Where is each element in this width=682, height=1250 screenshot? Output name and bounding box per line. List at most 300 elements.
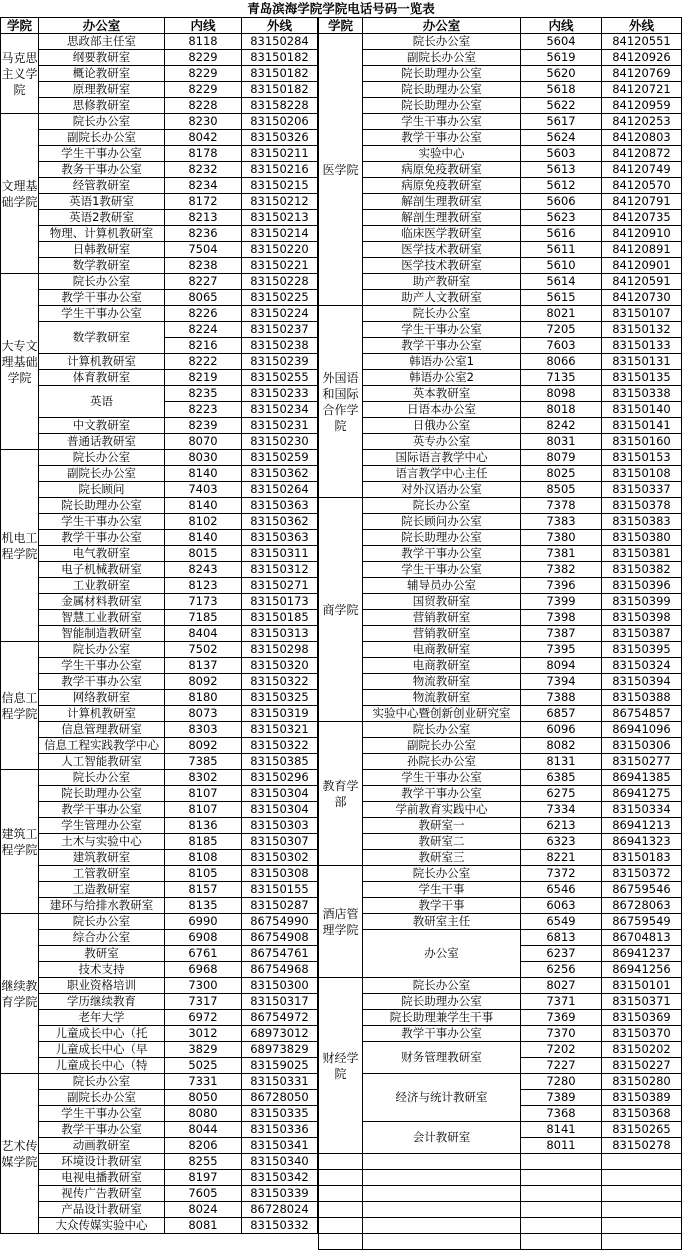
internal-number: 7202 [521, 1042, 602, 1058]
internal-number: 7383 [521, 514, 602, 530]
office-name: 院长助理兼学生干事 [363, 1010, 521, 1026]
external-number: 83150153 [602, 450, 682, 466]
table-row [319, 978, 682, 994]
external-number: 68973012 [242, 1026, 318, 1042]
office-name: 院长办公室 [363, 306, 521, 322]
internal-header: 内线 [521, 18, 602, 34]
table-row [1, 162, 318, 178]
internal-number: 6063 [521, 898, 602, 914]
external-number: 84120901 [602, 258, 682, 274]
external-number: 83150160 [602, 434, 682, 450]
internal-number: 6972 [165, 1010, 242, 1026]
internal-number: 8073 [165, 706, 242, 722]
table-row [1, 1138, 318, 1154]
table-row [1, 1090, 318, 1106]
office-name: 助产教研室 [363, 274, 521, 290]
table-row [319, 994, 682, 1010]
table-row [319, 450, 682, 466]
external-number: 83150335 [242, 1106, 318, 1122]
office-name: 学生干事办公室 [39, 306, 165, 322]
internal-number: 7135 [521, 370, 602, 386]
internal-number: 7371 [521, 994, 602, 1010]
office-name: 院长办公室 [39, 450, 165, 466]
external-number: 83150369 [602, 1010, 682, 1026]
internal-number: 7334 [521, 802, 602, 818]
internal-number: 7173 [165, 594, 242, 610]
internal-number: 6813 [521, 930, 602, 946]
table-row [1, 722, 318, 738]
internal-number: 5617 [521, 114, 602, 130]
external-number: 83150132 [602, 322, 682, 338]
office-name: 日俄办公室 [363, 418, 521, 434]
internal-number: 5614 [521, 274, 602, 290]
internal-number: 5622 [521, 98, 602, 114]
internal-number: 3829 [165, 1042, 242, 1058]
external-number: 83150385 [242, 754, 318, 770]
external-number: 83150341 [242, 1138, 318, 1154]
table-row [319, 562, 682, 578]
college-name: 继续教育学院 [1, 914, 39, 1074]
external-number: 86728024 [242, 1202, 318, 1218]
office-name: 院长办公室 [39, 114, 165, 130]
internal-number: 8021 [521, 306, 602, 322]
external-number: 83150131 [602, 354, 682, 370]
internal-number: 8229 [165, 66, 242, 82]
table-row [319, 722, 682, 738]
internal-number: 7368 [521, 1106, 602, 1122]
table-row [319, 626, 682, 642]
table-row [1, 466, 318, 482]
internal-number: 5619 [521, 50, 602, 66]
internal-number: 8123 [165, 578, 242, 594]
office-name: 医学技术教研室 [363, 242, 521, 258]
internal-number: 6275 [521, 786, 602, 802]
external-number: 83150284 [242, 34, 318, 50]
internal-number: 6096 [521, 722, 602, 738]
table-row [319, 146, 682, 162]
external-number: 84120570 [602, 178, 682, 194]
office-name: 孙院长办公室 [363, 754, 521, 770]
internal-number: 7398 [521, 610, 602, 626]
college-name: 教育学部 [319, 722, 363, 866]
office-name: 英专办公室 [363, 434, 521, 450]
office-name: 教学干事办公室 [363, 1026, 521, 1042]
external-number: 83150277 [602, 754, 682, 770]
table-row [1, 1042, 318, 1058]
external-number: 83150230 [242, 434, 318, 450]
office-name: 韩语办公室2 [363, 370, 521, 386]
office-name: 电视电播教研室 [39, 1170, 165, 1186]
office-name: 英本教研室 [363, 386, 521, 402]
office-name: 院长办公室 [39, 274, 165, 290]
external-number: 86759546 [602, 882, 682, 898]
table-row [1, 322, 318, 338]
blank-row [319, 1218, 682, 1234]
external-number: 83150214 [242, 226, 318, 242]
blank-cell [521, 1154, 602, 1170]
blank-cell [363, 1234, 521, 1250]
office-name: 信息工程实践教学中心 [39, 738, 165, 754]
office-name: 学生干事办公室 [39, 514, 165, 530]
office-name: 计算机教研室 [39, 706, 165, 722]
table-row [1, 258, 318, 274]
external-number: 83150304 [242, 802, 318, 818]
blank-cell [319, 1202, 363, 1218]
external-number: 83150319 [242, 706, 318, 722]
internal-number: 7205 [521, 322, 602, 338]
table-row [319, 850, 682, 866]
office-name: 院长办公室 [363, 722, 521, 738]
internal-number: 8238 [165, 258, 242, 274]
internal-number: 8180 [165, 690, 242, 706]
external-number: 86728050 [242, 1090, 318, 1106]
office-name: 学生干事办公室 [363, 562, 521, 578]
office-name: 对外汉语办公室 [363, 482, 521, 498]
table-row [319, 354, 682, 370]
external-number: 83150306 [602, 738, 682, 754]
table-row [1, 530, 318, 546]
table-row [319, 66, 682, 82]
external-number: 83150211 [242, 146, 318, 162]
internal-number: 5623 [521, 210, 602, 226]
office-name: 工业教研室 [39, 578, 165, 594]
table-row [1, 82, 318, 98]
external-number: 83150326 [242, 130, 318, 146]
internal-number: 8226 [165, 306, 242, 322]
internal-number: 5612 [521, 178, 602, 194]
internal-number: 8227 [165, 274, 242, 290]
table-row [1, 482, 318, 498]
office-name: 学生干事办公室 [363, 114, 521, 130]
blank-row [319, 1170, 682, 1186]
external-number: 83150264 [242, 482, 318, 498]
office-name: 日韩教研室 [39, 242, 165, 258]
internal-number: 7396 [521, 578, 602, 594]
office-name: 院长助理办公室 [363, 530, 521, 546]
external-number: 83150183 [602, 850, 682, 866]
office-name: 院长助理办公室 [39, 786, 165, 802]
table-row [1, 786, 318, 802]
college-name: 文理基础学院 [1, 114, 39, 274]
page-title: 青岛滨海学院学院电话号码一览表 [247, 1, 435, 16]
office-name: 教学干事办公室 [39, 290, 165, 306]
external-number: 83150238 [242, 338, 318, 354]
table-row [1, 1170, 318, 1186]
office-name: 辅导员办公室 [363, 578, 521, 594]
external-number: 86941323 [602, 834, 682, 850]
internal-number: 7603 [521, 338, 602, 354]
office-name: 儿童成长中心（托 [39, 1026, 165, 1042]
table-row [319, 674, 682, 690]
external-number: 83150396 [602, 578, 682, 594]
internal-number: 8228 [165, 98, 242, 114]
blank-cell [521, 1234, 602, 1250]
internal-number: 7300 [165, 978, 242, 994]
internal-number: 7605 [165, 1186, 242, 1202]
internal-number: 8140 [165, 530, 242, 546]
table-row [319, 658, 682, 674]
external-number: 83159025 [242, 1058, 318, 1074]
internal-number: 8157 [165, 882, 242, 898]
table-row [1, 1218, 318, 1234]
office-name: 电子机械教研室 [39, 562, 165, 578]
office-name: 院长办公室 [39, 642, 165, 658]
internal-number: 8229 [165, 50, 242, 66]
directory-table-left [0, 17, 318, 1234]
office-name: 院长办公室 [363, 34, 521, 50]
external-number: 83158228 [242, 98, 318, 114]
internal-number: 7403 [165, 482, 242, 498]
office-name: 信息管理教研室 [39, 722, 165, 738]
external-number: 83150182 [242, 50, 318, 66]
external-number: 83150237 [242, 322, 318, 338]
external-number: 83150173 [242, 594, 318, 610]
office-name: 智慧工业教研室 [39, 610, 165, 626]
internal-number: 8108 [165, 850, 242, 866]
internal-number: 8042 [165, 130, 242, 146]
office-name: 学前教育实践中心 [363, 802, 521, 818]
internal-number: 7227 [521, 1058, 602, 1074]
internal-number: 8050 [165, 1090, 242, 1106]
internal-number: 8105 [165, 866, 242, 882]
internal-number: 8094 [521, 658, 602, 674]
external-number: 83150224 [242, 306, 318, 322]
table-row [1, 34, 318, 50]
external-number: 83150221 [242, 258, 318, 274]
table-row [1, 514, 318, 530]
external-number: 84120735 [602, 210, 682, 226]
table-row [319, 738, 682, 754]
external-number: 83150312 [242, 562, 318, 578]
internal-number: 8185 [165, 834, 242, 850]
office-name: 环境设计教研室 [39, 1154, 165, 1170]
college-name: 酒店管理学院 [319, 866, 363, 978]
table-row [1, 178, 318, 194]
table-row [319, 194, 682, 210]
office-name: 教研室 [39, 946, 165, 962]
external-number: 83150298 [242, 642, 318, 658]
table-row [1, 418, 318, 434]
table-row [1, 1074, 318, 1090]
table-row [319, 1042, 682, 1058]
internal-number: 7502 [165, 642, 242, 658]
external-number: 83150362 [242, 466, 318, 482]
college-name: 大专文理基础学院 [1, 274, 39, 450]
external-number: 83150213 [242, 210, 318, 226]
internal-number: 8137 [165, 658, 242, 674]
internal-number: 5620 [521, 66, 602, 82]
table-row [1, 210, 318, 226]
office-name: 国贸教研室 [363, 594, 521, 610]
table-row [1, 658, 318, 674]
external-number: 83150399 [602, 594, 682, 610]
office-name: 学生管理办公室 [39, 818, 165, 834]
internal-number: 8303 [165, 722, 242, 738]
college-name: 商学院 [319, 498, 363, 722]
external-number: 83150220 [242, 242, 318, 258]
table-row [319, 594, 682, 610]
office-name: 工造教研室 [39, 882, 165, 898]
internal-number: 5616 [521, 226, 602, 242]
external-number: 83150320 [242, 658, 318, 674]
college-name: 信息工程学院 [1, 642, 39, 770]
external-number: 84120891 [602, 242, 682, 258]
office-name: 纲要教研室 [39, 50, 165, 66]
internal-number: 5611 [521, 242, 602, 258]
external-number: 83150107 [602, 306, 682, 322]
external-number: 83150308 [242, 866, 318, 882]
internal-number: 7394 [521, 674, 602, 690]
external-number: 83150336 [242, 1122, 318, 1138]
table-row [319, 642, 682, 658]
table-row [1, 834, 318, 850]
table-row [1, 290, 318, 306]
internal-number: 8242 [521, 418, 602, 434]
office-name: 教务干事办公室 [39, 162, 165, 178]
external-number: 84120872 [602, 146, 682, 162]
external-number: 68973829 [242, 1042, 318, 1058]
office-name: 助产人文教研室 [363, 290, 521, 306]
internal-number: 7388 [521, 690, 602, 706]
table-row [1, 930, 318, 946]
office-name: 电商教研室 [363, 658, 521, 674]
office-name: 电气教研室 [39, 546, 165, 562]
internal-number: 8098 [521, 386, 602, 402]
internal-number: 7369 [521, 1010, 602, 1026]
external-number: 83150140 [602, 402, 682, 418]
internal-number: 8239 [165, 418, 242, 434]
blank-cell [319, 1170, 363, 1186]
internal-number: 8140 [165, 466, 242, 482]
internal-number: 8070 [165, 434, 242, 450]
table-row [319, 258, 682, 274]
table-row [319, 786, 682, 802]
external-number: 83150363 [242, 530, 318, 546]
internal-number: 8219 [165, 370, 242, 386]
internal-number: 8107 [165, 802, 242, 818]
internal-number: 8015 [165, 546, 242, 562]
office-name: 副院长办公室 [39, 1090, 165, 1106]
office-name: 教学干事办公室 [363, 546, 521, 562]
external-number: 84120926 [602, 50, 682, 66]
college-name: 马克思主义学院 [1, 34, 39, 114]
internal-number: 8140 [165, 498, 242, 514]
office-name: 教研室一 [363, 818, 521, 834]
table-row [1, 706, 318, 722]
table-row [319, 82, 682, 98]
external-number: 84120791 [602, 194, 682, 210]
table-row [1, 1202, 318, 1218]
office-name: 数学教研室 [39, 258, 165, 274]
external-number: 86704813 [602, 930, 682, 946]
external-number: 86754761 [242, 946, 318, 962]
college-name: 建筑工程学院 [1, 770, 39, 914]
internal-number: 8230 [165, 114, 242, 130]
external-number: 83150340 [242, 1154, 318, 1170]
internal-number: 8197 [165, 1170, 242, 1186]
office-name: 教研室三 [363, 850, 521, 866]
external-number: 83150216 [242, 162, 318, 178]
table-row [319, 242, 682, 258]
internal-number: 5618 [521, 82, 602, 98]
office-name: 解剖生理教研室 [363, 194, 521, 210]
external-number: 83150368 [602, 1106, 682, 1122]
office-name: 大众传媒实验中心 [39, 1218, 165, 1234]
office-name: 体育教研室 [39, 370, 165, 386]
table-row [1, 594, 318, 610]
table-row [319, 754, 682, 770]
table-row [1, 114, 318, 130]
external-number: 83150271 [242, 578, 318, 594]
table-row [319, 178, 682, 194]
table-row [1, 962, 318, 978]
table-row [319, 370, 682, 386]
table-row [319, 210, 682, 226]
office-name: 中文教研室 [39, 418, 165, 434]
table-row [1, 1122, 318, 1138]
office-name: 经济与统计教研室 [363, 1074, 521, 1122]
table-row [319, 898, 682, 914]
internal-number: 7331 [165, 1074, 242, 1090]
external-number: 83150382 [602, 562, 682, 578]
office-name: 营销教研室 [363, 610, 521, 626]
external-number: 83150133 [602, 338, 682, 354]
office-name: 院长顾问 [39, 482, 165, 498]
office-name: 教学干事办公室 [363, 130, 521, 146]
blank-cell [602, 1218, 682, 1234]
college-name: 外国语和国际合作学院 [319, 306, 363, 498]
table-row [1, 130, 318, 146]
table-row [1, 1106, 318, 1122]
table-row [1, 850, 318, 866]
internal-number: 8229 [165, 82, 242, 98]
external-number: 83150231 [242, 418, 318, 434]
blank-row [319, 1202, 682, 1218]
office-name: 原理教研室 [39, 82, 165, 98]
internal-number: 8172 [165, 194, 242, 210]
table-row [319, 162, 682, 178]
external-number: 83150371 [602, 994, 682, 1010]
internal-number: 8216 [165, 338, 242, 354]
table-row [1, 978, 318, 994]
office-name: 实验中心暨创新创业研究室 [363, 706, 521, 722]
table-row [1, 770, 318, 786]
external-number: 84120730 [602, 290, 682, 306]
table-row [1, 866, 318, 882]
blank-cell [363, 1186, 521, 1202]
table-row [319, 226, 682, 242]
external-number: 83150398 [602, 610, 682, 626]
external-number: 83150317 [242, 994, 318, 1010]
table-row [1, 642, 318, 658]
table-row [1, 242, 318, 258]
table-row [1, 98, 318, 114]
table-row [1, 882, 318, 898]
internal-number: 8081 [165, 1218, 242, 1234]
external-number: 84120749 [602, 162, 682, 178]
internal-number: 5603 [521, 146, 602, 162]
internal-number: 7385 [165, 754, 242, 770]
college-header: 学院 [319, 18, 363, 34]
table-row [1, 498, 318, 514]
office-name: 院长顾问办公室 [363, 514, 521, 530]
internal-number: 6857 [521, 706, 602, 722]
office-name: 院长助理办公室 [39, 498, 165, 514]
office-name: 副院长办公室 [39, 130, 165, 146]
blank-cell [363, 1170, 521, 1186]
table-row [319, 98, 682, 114]
blank-cell [521, 1202, 602, 1218]
